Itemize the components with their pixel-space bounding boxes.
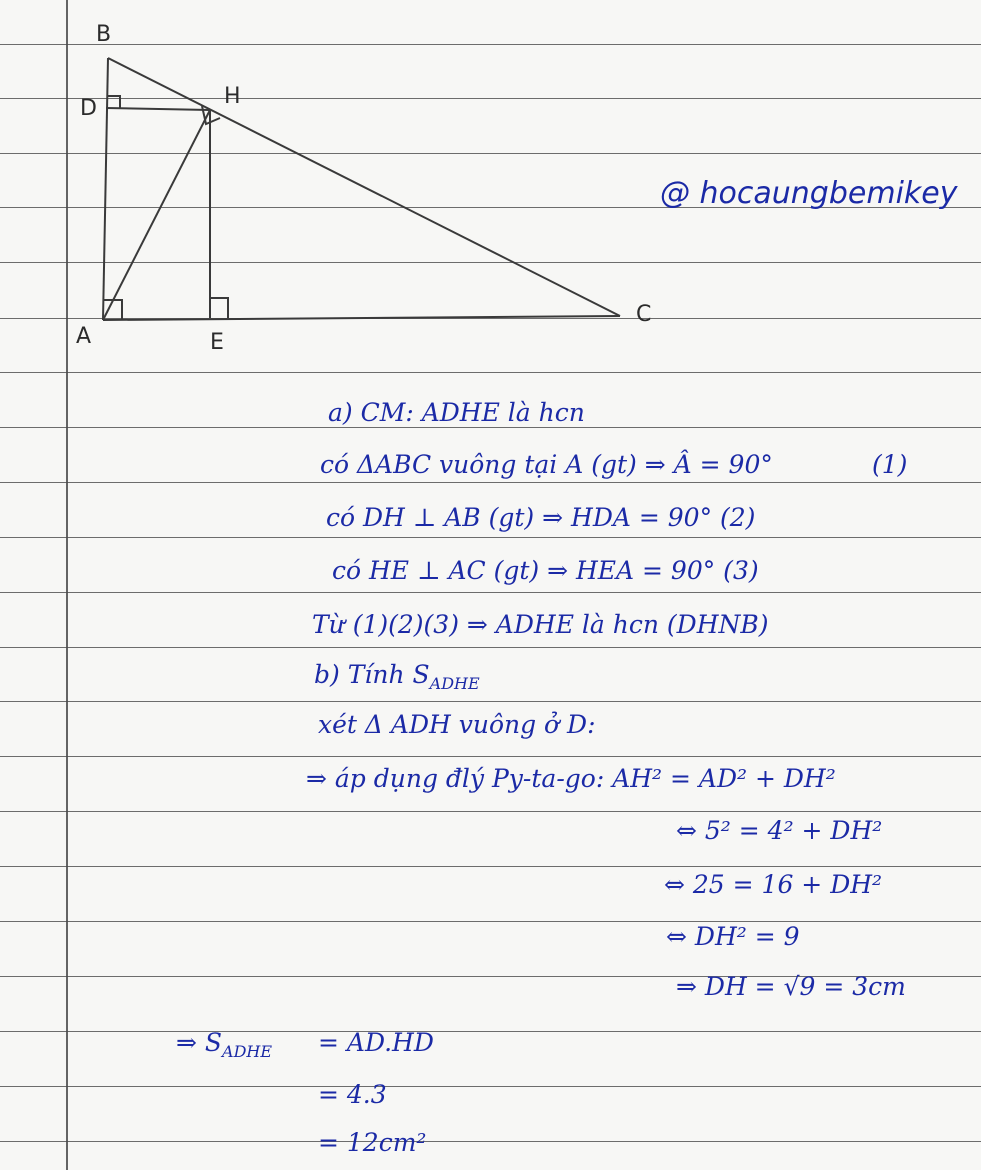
- line-step-4: ⇒ DH = √9 = 3cm: [676, 972, 906, 1001]
- ruled-line: [0, 592, 981, 593]
- ruled-line: [0, 756, 981, 757]
- line-angle-a-tag: (1): [872, 450, 908, 479]
- part-b-text: b) Tính S: [314, 660, 430, 689]
- ruled-line: [0, 427, 981, 428]
- line-part-b-heading: [314, 662, 480, 692]
- line-area-formula: = AD.HD: [318, 1028, 434, 1057]
- ruled-line: [0, 482, 981, 483]
- line-triangle-adh: xét Δ ADH vuông ở D:: [318, 710, 596, 739]
- right-angle-e: [210, 298, 228, 318]
- point-label-b: B: [96, 22, 112, 47]
- ruled-line: [0, 701, 981, 702]
- ruled-line: [0, 811, 981, 812]
- line-part-a-heading: a) CM: ADHE là hcn: [328, 398, 585, 427]
- ruled-line: [0, 537, 981, 538]
- line-area-result: = 12cm²: [318, 1128, 427, 1157]
- line-angle-a: có ΔABC vuông tại A (gt) ⇒ Â = 90°: [320, 450, 773, 479]
- right-angle-d: [108, 96, 120, 108]
- ruled-line: [0, 1086, 981, 1087]
- segment-dh: [106, 108, 210, 110]
- line-area-label: [176, 1030, 272, 1060]
- line-angle-hda: có DH ⊥ AB (gt) ⇒ HDA = 90° (2): [326, 503, 756, 532]
- line-area-values: = 4.3: [318, 1080, 387, 1109]
- area-s-text: ⇒ S: [176, 1028, 223, 1057]
- ruled-line: [0, 866, 981, 867]
- line-step-3: ⇔ DH² = 9: [666, 922, 800, 951]
- line-pythagoras: ⇒ áp dụng đlý Py-ta-go: AH² = AD² + DH²: [306, 764, 836, 793]
- ruled-line: [0, 921, 981, 922]
- area-subscript: ADHE: [222, 1042, 273, 1061]
- line-conclusion-a: Từ (1)(2)(3) ⇒ ADHE là hcn (DHNB): [312, 610, 769, 639]
- right-angle-a: [104, 300, 122, 320]
- segment-ah: [103, 110, 210, 320]
- watermark-handle: @ hocaungbemikey: [660, 176, 958, 211]
- ruled-line: [0, 1031, 981, 1032]
- segment-bc: [108, 58, 620, 316]
- ruled-line: [0, 647, 981, 648]
- ruled-line: [0, 1141, 981, 1142]
- line-step-1: ⇔ 5² = 4² + DH²: [676, 816, 883, 845]
- line-step-2: ⇔ 25 = 16 + DH²: [664, 870, 883, 899]
- point-label-e: E: [210, 330, 224, 355]
- segment-ab: [103, 58, 108, 320]
- point-label-h: H: [224, 84, 241, 109]
- point-label-d: D: [80, 96, 97, 121]
- point-label-a: A: [76, 324, 92, 349]
- point-label-c: C: [636, 302, 652, 327]
- part-b-subscript: ADHE: [429, 674, 480, 693]
- segment-ac: [103, 316, 620, 320]
- line-angle-hea: có HE ⊥ AC (gt) ⇒ HEA = 90° (3): [332, 556, 759, 585]
